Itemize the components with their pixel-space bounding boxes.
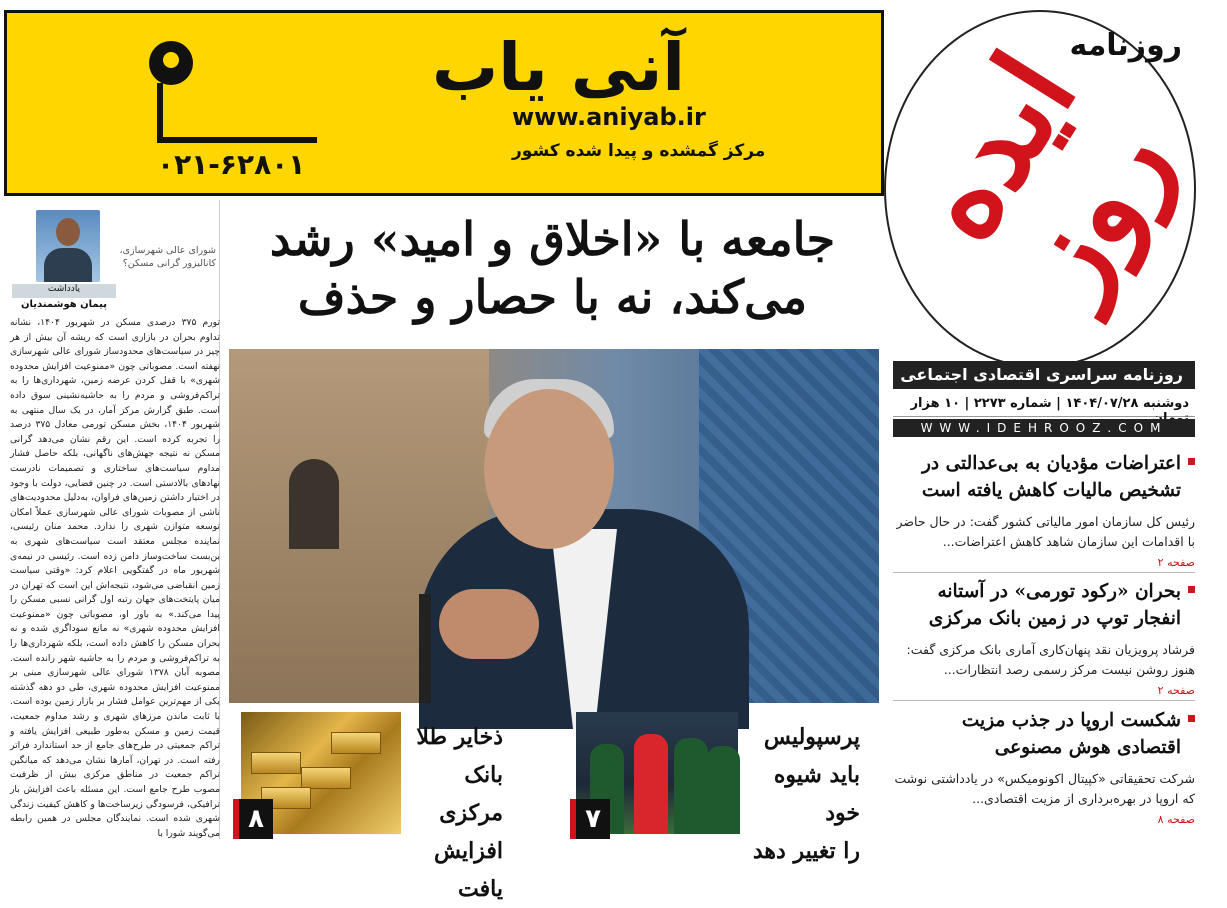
story-title-line: باید شیوه خود: [773, 762, 860, 826]
photo-window: [289, 459, 339, 549]
story-title-line: بانک مرکزی: [439, 762, 503, 826]
column-body: تورم ۳۷۵ درصدی مسکن در شهریور ۱۴۰۴، نشانه تداوم بحران در بازاری است که ریشه آن بیش از هر چیز در سیاست‌های محدودساز شورای عالی شهرسازی نهفته است. مصوباتی چون «ممنوعیت افزایش محدوده شهری» با قفل کردن عرضه زمین، شهرداری‌ها را به تراکم‌فروشی و مردم را به حاشیه‌نشینی سوق داده است. طبق گزارش مرکز آمار، در یک سال منتهی به شهریور ۱۴۰۴، بخش مسکن تورمی معادل ۳۷۵ درصد را تجربه کرده است. این رقم نشان می‌دهد گرانی مسکن نه نتیجه جهش‌های ناگهانی، بلکه حاصل فشار مداوم سیاست‌های ساختاری و تصمیمات نادرست نهادهای بالادستی است. در چنین فضایی، دولت با وجود در اختیار داشتن زمین‌های فراوان، به‌دلیل محدودیت‌های ناشی از مصوبات شورای عالی شهرسازی عملاً امکان توسعه متوازن شهری را ندارد. محمد منان رئیسی، نماینده مجلس معتقد است سیاست‌های شهری به بن‌بست ساخت‌وساز دامن زده است. رئیسی در نیمه‌ی شهریور ماه در گفتگویی اعلام کرد: «وقتی سیاست زمین انقباضی می‌شود، نتیجه‌اش این است که تهران در میان پایتخت‌های جهان رتبه اول گرانی نسبی مسکن را پیدا می‌کند.» به باور او، مصوباتی چون «ممنوعیت افزایش محدوده شهری» نه مانع سوداگری شده و نه بحران مسکن را کاهش داده است، بلکه شهرداری‌ها را به تراکم‌فروشی و مردم را به حاشیه شهر رانده است. مصوبه آبان ۱۳۷۸ شورای عالی شهرسازی مبنی بر ممنوعیت افزایش محدوده شهری، طی دو دهه گذشته یکی از مهم‌ترین عوامل فشار بر بازار زمین بوده است. با ثابت ماندن مرزهای شهری و رشد مداوم جمعیت، قیمت زمین و مسکن به‌طور طبیعی افزایش یافته و تراکم جمعیتی در طرح‌های جامع از حد استاندارد فراتر رفته است. در تهران، آمارها نشان می‌دهد که میانگین تراکم جمعیت در مناطق مرکزی بیش از ظرفیت مصوب طرح جامع است. این مسئله باعث افزایش بار ترافیکی، فرسودگی زیرساخت‌ها و کاهش کیفیت زندگی شهری شده است. نمایندگان مجلس در همین رابطه می‌گویند شورا با: [10, 317, 221, 839]
gold-bar: [331, 732, 381, 754]
news-title: اعتراضات مؤدیان به بی‌عدالتی در تشخیص مالیات کاهش یافته است: [893, 450, 1195, 504]
news-title: شکست اروپا در جذب مزیت اقتصادی هوش مصنوعی: [893, 707, 1195, 761]
column-tag: یادداشت: [12, 284, 116, 298]
author-photo: [36, 210, 100, 282]
player-figure: [634, 734, 668, 834]
photo-person-head: [484, 389, 614, 549]
advertisement: [4, 10, 884, 196]
news-page-ref: صفحه ۲: [1157, 556, 1195, 569]
news-body: رئیس کل سازمان امور مالیاتی کشور گفت: در حال حاضر با اقدامات این سازمان شاهد کاهش اعتراضات...: [896, 514, 1195, 549]
main-headline: [225, 210, 880, 326]
news-body: فرشاد پرویزیان نقد پنهان‌کاری آماری بانک مرکزی گفت: هنوز روشن نیست مرکز رسمی رصد انتظارات...: [906, 642, 1195, 677]
column-author: پیمان هوشمندیان: [21, 299, 107, 310]
ad-description: مرکز گمشده و پیدا شده کشور: [512, 141, 766, 161]
ad-phone: ۰۲۱-۶۲۸۰۱: [157, 148, 306, 181]
story-gold[interactable]: [233, 712, 503, 902]
masthead: [884, 0, 1200, 375]
divider: [893, 700, 1195, 701]
website-url: WWW.IDEHROOZ.COM: [893, 419, 1195, 437]
news-item[interactable]: [893, 578, 1195, 697]
page-number-badge: ۸: [233, 799, 273, 839]
microphone: [419, 594, 431, 703]
news-page-ref: صفحه ۲: [1157, 684, 1195, 697]
news-item[interactable]: [893, 450, 1195, 569]
headline-line: جامعه با «اخلاق و امید» رشد: [269, 212, 836, 266]
ad-decor-line: [157, 137, 317, 143]
story-title-line: پرسپولیس: [763, 724, 860, 750]
story-title-line: ذخایر طلا: [416, 724, 503, 750]
headline-line: می‌کند، نه با حصار و حذف: [297, 270, 808, 324]
divider: [893, 572, 1195, 573]
story-football[interactable]: [570, 712, 870, 864]
photo-person-hand: [439, 589, 539, 659]
player-figure: [674, 738, 708, 834]
player-figure: [706, 746, 740, 834]
page-number-badge: ۷: [570, 799, 610, 839]
news-title: بحران «رکود تورمی» در آستانه انفجار توپ در زمین بانک مرکزی: [893, 578, 1195, 632]
ad-title: آنی یاب: [431, 29, 685, 106]
news-item[interactable]: [893, 707, 1195, 826]
masthead-banner: روزنامه سراسری اقتصادی اجتماعی: [893, 361, 1195, 389]
location-pin-icon: [149, 41, 193, 85]
ad-decor-line: [157, 83, 163, 143]
main-photo: [229, 349, 879, 703]
news-page-ref: صفحه ۸: [1157, 813, 1195, 826]
gold-bar: [251, 752, 301, 774]
newspaper-logo: ایده روز: [884, 29, 1198, 319]
column-title: شورای عالی شهرسازی، کانالیزور گرانی مسکن؟: [119, 245, 216, 269]
issue-info: دوشنبه ۱۴۰۴/۰۷/۲۸ | شماره ۲۲۷۳ | ۱۰ هزار: [893, 393, 1195, 417]
story-title-line: را تغییر دهد: [752, 838, 860, 864]
news-body: شرکت تحقیقاتی «کپیتال اکونومیکس» در یادداشتی نوشت که اروپا در بهره‌برداری از مزیت اقتصادی...: [894, 771, 1195, 806]
story-title: [403, 718, 503, 908]
opinion-column: [4, 200, 220, 839]
story-title: [742, 718, 860, 870]
ad-url: www.aniyab.ir: [512, 103, 706, 131]
story-title-line: افزایش یافت: [433, 838, 503, 902]
gold-bar: [301, 767, 351, 789]
masthead-small-label: روزنامه: [1069, 28, 1182, 63]
